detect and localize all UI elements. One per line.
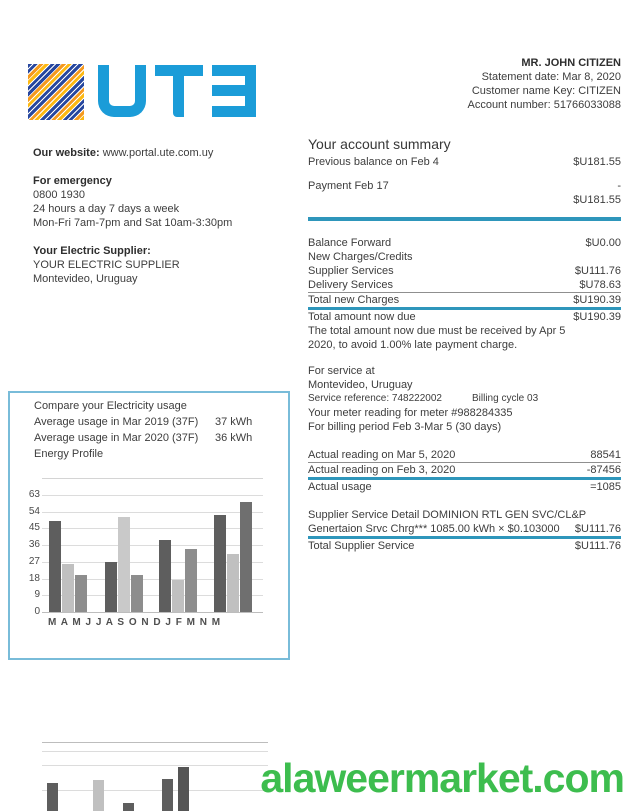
balance-forward-label: Balance Forward: [308, 237, 392, 249]
watermark-text: alaweermarket.com: [260, 755, 624, 801]
y-tick-label: 45: [28, 522, 40, 534]
energy-profile-xlabels: M A M J J A S O N D J F M N M: [48, 617, 222, 628]
previous-balance-row: [308, 155, 621, 169]
reading-current-row: [308, 448, 621, 463]
bar: [172, 580, 184, 612]
ute-letter-t: [155, 65, 203, 117]
gridline: [42, 528, 263, 529]
for-service-at: For service at: [308, 365, 375, 377]
generation-charge-row: [308, 522, 621, 539]
website-line: [33, 146, 283, 160]
bar: [75, 575, 87, 612]
usage-box-text: [34, 398, 278, 462]
reading-current-value: 88541: [590, 449, 621, 461]
usage-2020-row: [34, 430, 278, 446]
reading-previous-value: -87456: [586, 464, 621, 476]
bar: [159, 540, 171, 612]
gridline: [42, 790, 268, 791]
y-tick-label: 36: [28, 539, 40, 551]
supplier-services-value: $U111.76: [574, 265, 621, 277]
delivery-services-value: $U78.63: [579, 279, 621, 291]
energy-profile-yaxis: [16, 489, 40, 624]
total-new-charges-row: [308, 293, 621, 310]
actual-usage-label: Actual usage: [308, 481, 372, 493]
usage-2020-label: Average usage in Mar 2020 (37F): [34, 432, 199, 444]
generation-charge-label: Genertaion Srvc Chrg*** 1085.00 kWh × $0.103000: [308, 523, 560, 535]
account-summary-title: Your account summary: [308, 136, 451, 152]
generation-charge-value: $U111.76: [574, 523, 621, 535]
new-charges-label: New Charges/Credits: [308, 251, 413, 263]
reading-previous-row: [308, 463, 621, 480]
ute-logo-striped-square: [28, 64, 84, 120]
ute-logo-wordmark: [98, 65, 256, 117]
emergency-hours-2: Mon-Fri 7am-7pm and Sat 10am-3:30pm: [33, 217, 233, 229]
supplier-city: Montevideo, Uruguay: [33, 273, 138, 285]
total-due-label: Total amount now due: [308, 311, 416, 323]
e-mid-arm: [212, 85, 252, 96]
total-supplier-service-row: [308, 539, 621, 553]
gridline: [42, 545, 263, 546]
total-supplier-service-value: $U111.76: [574, 540, 621, 552]
payment-minus-sign: -: [617, 180, 621, 192]
customer-key: Customer name Key: CITIZEN: [471, 85, 621, 97]
balance-forward-row: [308, 236, 621, 250]
gridline: [42, 478, 263, 479]
supplier-services-label: Supplier Services: [308, 265, 394, 277]
supplier-detail-header: Supplier Service Detail DOMINION RTL GEN SVC/CL&P: [308, 509, 587, 521]
bar: [162, 779, 173, 811]
bar: [131, 575, 143, 612]
gridline: [42, 765, 268, 766]
balance-forward-value: $U0.00: [585, 237, 621, 249]
electricity-usage-box: [8, 391, 290, 660]
reading-previous-label: Actual reading on Feb 3, 2020: [308, 464, 456, 476]
contact-block: [33, 146, 283, 286]
gridline: [42, 751, 268, 752]
e-top-arm: [212, 65, 252, 76]
bar: [62, 564, 74, 612]
customer-name: MR. JOHN CITIZEN: [521, 57, 621, 69]
supplier-services-row: [308, 264, 621, 278]
website-label: Our website:: [33, 147, 100, 159]
summary-divider-rule: [308, 217, 621, 221]
previous-balance-value: $U181.55: [573, 156, 621, 168]
y-tick-label: 0: [34, 606, 40, 617]
emergency-phone: 0800 1930: [33, 189, 85, 201]
service-reference: Service reference: 748222002: [308, 393, 442, 404]
bar: [227, 554, 239, 612]
previous-balance-label: Previous balance on Feb 4: [308, 156, 439, 168]
total-due-value: $U190.39: [573, 311, 621, 323]
bar: [178, 767, 189, 811]
actual-usage-row: [308, 480, 621, 494]
bar: [240, 502, 252, 612]
usage-2020-value: 36 kWh: [215, 432, 253, 444]
usage-2019-label: Average usage in Mar 2019 (37F): [34, 416, 199, 428]
supplier-title: Your Electric Supplier:: [33, 245, 151, 257]
y-tick-label: 63: [28, 489, 40, 500]
e-bottom-arm: [212, 106, 252, 117]
t-stem: [173, 76, 184, 117]
meter-line: Your meter reading for meter #988284335: [308, 407, 513, 419]
service-city: Montevideo, Uruguay: [308, 379, 413, 391]
payment-label: Payment Feb 17: [308, 180, 389, 192]
due-date-note: The total amount now due must be received by Apr 5 2020, to avoid 1.00% late payment charge.: [308, 325, 566, 351]
supplier-name: YOUR ELECTRIC SUPPLIER: [33, 259, 180, 271]
payment-value: [573, 179, 621, 207]
emergency-title: For emergency: [33, 175, 112, 187]
gridline: [42, 742, 268, 743]
reading-current-label: Actual reading on Mar 5, 2020: [308, 449, 456, 461]
delivery-services-label: Delivery Services: [308, 279, 393, 291]
ute-letter-reversed-e: [212, 65, 256, 117]
ute-letter-u: [98, 65, 146, 117]
bar: [214, 515, 226, 612]
bar: [118, 517, 130, 612]
usage-2019-value: 37 kWh: [215, 416, 253, 428]
bar: [47, 783, 58, 811]
billing-period-line: For billing period Feb 3-Mar 5 (30 days): [308, 421, 502, 433]
service-reference-row: [308, 392, 621, 406]
gridline: [42, 512, 263, 513]
energy-profile-label: Energy Profile: [34, 448, 104, 460]
total-new-charges-value: $U190.39: [573, 294, 621, 306]
website-url: www.portal.ute.com.uy: [102, 147, 214, 159]
bar: [185, 549, 197, 612]
gridline: [42, 612, 263, 613]
y-tick-label: 27: [28, 555, 40, 567]
payment-row: [308, 179, 621, 207]
total-due-row: [308, 310, 621, 324]
billing-cycle: Billing cycle 03: [472, 393, 539, 404]
total-new-charges-label: Total new Charges: [308, 294, 400, 306]
total-supplier-service-label: Total Supplier Service: [308, 540, 415, 552]
usage-2019-row: [34, 414, 278, 430]
bar: [123, 803, 134, 811]
y-tick-label: 54: [28, 505, 40, 517]
y-tick-label: 9: [34, 589, 40, 601]
gridline: [42, 495, 263, 496]
account-number: Account number: 51766033088: [467, 99, 621, 111]
bar: [49, 521, 61, 612]
customer-address-block: [308, 56, 621, 112]
energy-profile-plot: [42, 495, 263, 612]
ute-logo: [28, 64, 256, 120]
new-charges-row: [308, 250, 621, 264]
payment-amount: $U181.55: [573, 194, 621, 206]
statement-date: Statement date: Mar 8, 2020: [481, 71, 621, 83]
delivery-services-row: [308, 278, 621, 293]
bill-detail-column: [308, 56, 621, 553]
y-tick-label: 18: [28, 572, 40, 584]
bottom-chart-fragment: [42, 742, 268, 811]
usage-box-title: Compare your Electricity usage: [34, 400, 187, 412]
t-top-bar: [155, 65, 203, 76]
emergency-hours-1: 24 hours a day 7 days a week: [33, 203, 180, 215]
bar: [93, 780, 104, 811]
bar: [105, 562, 117, 612]
actual-usage-value: =1085: [590, 481, 621, 493]
